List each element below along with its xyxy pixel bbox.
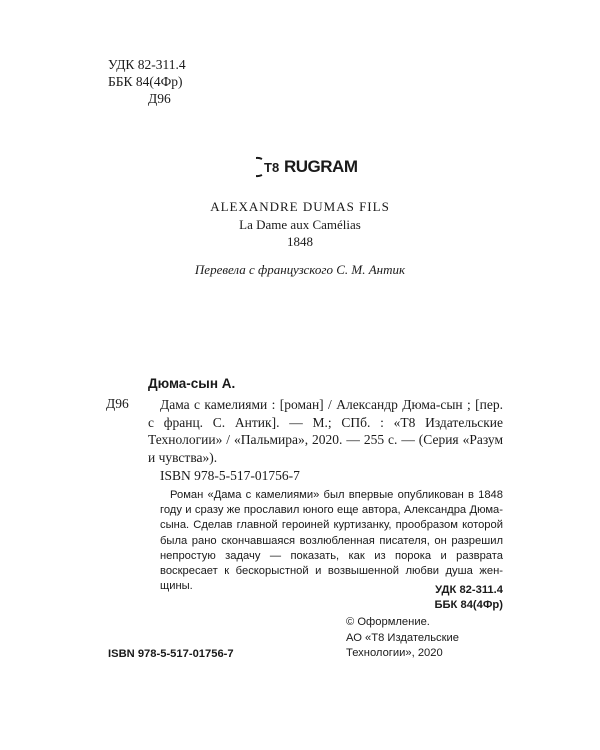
bib-isbn: ISBN 978-5-517-01756-7 — [160, 468, 300, 483]
t8-logo-icon — [256, 156, 282, 178]
publisher-name: RUGRAM — [284, 157, 358, 176]
original-edition — [0, 198, 600, 251]
original-author: ALEXANDRE DUMAS FILS — [210, 199, 390, 214]
translator-note: Перевела с французского С. М. Антик — [194, 262, 406, 277]
classification-codes — [108, 56, 186, 107]
bib-author-heading: Дюма-сын А. — [148, 376, 236, 391]
annotation-codes — [0, 583, 503, 612]
annotation-text: Роман «Дама с камелиями» был впервые опубликован в 1848 году и сразу же прославил юного еще автора, Александра Дюма-сына. Сделав главной героиней куртизанку, прообразом которой была рано скончавшаяся возлюбленная писателя, он разрешил непростую задачу — показать, как из порока и разврата воскресает к бескорыстной и возвышенной любви душа женщины. — [160, 489, 503, 593]
original-title: La Dame aux Camélias — [239, 216, 361, 232]
copyright-block — [346, 615, 459, 662]
bib-entry-text: Дама с камелиями : [роман] / Александр Дюма-сын ; [пер. с франц. С. Антик]. — М.; СПб. : «Т8 Издательские Технологии» / «Пальмира», 2020. — 255 с. — (Серия «Разум и чувства»). — [148, 397, 503, 465]
copyright-line-1: © Оформление. — [346, 616, 430, 628]
isbn-bottom: ISBN 978-5-517-01756-7 — [108, 648, 234, 660]
author-sign: Д96 — [148, 91, 171, 106]
bib-author-sign: Д96 — [106, 396, 129, 411]
copyright-line-2: АО «Т8 Издательские — [346, 631, 460, 644]
copyright-line-3: Технологии», 2020 — [346, 647, 443, 659]
annotation-udk: УДК 82-311.4 — [435, 584, 503, 596]
annotation-bbk: ББК 84(4Фр) — [434, 598, 503, 611]
logo-mark: T8 — [264, 160, 280, 175]
original-year: 1848 — [287, 234, 313, 249]
udk-code: УДК 82-311.4 — [108, 57, 186, 72]
bbk-code: ББК 84(4Фр) — [108, 74, 183, 89]
publisher-logo — [256, 156, 358, 178]
